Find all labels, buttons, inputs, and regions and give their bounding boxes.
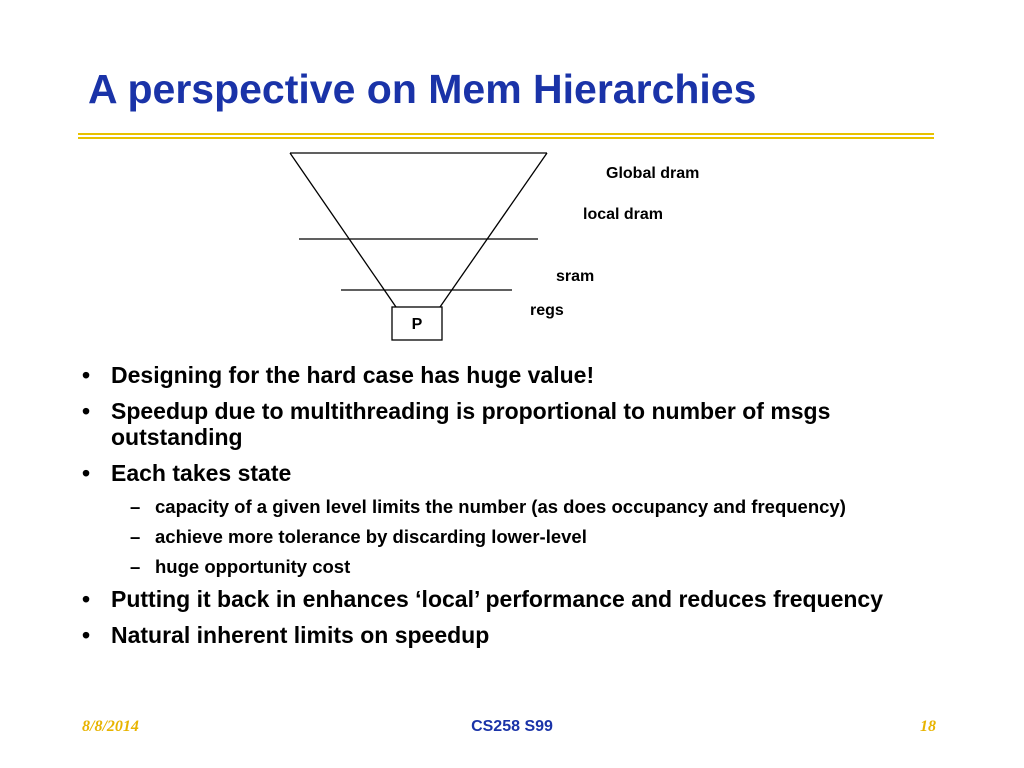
processor-label: P <box>411 316 423 333</box>
bullet-item <box>80 460 950 486</box>
bullet-marker: • <box>82 622 91 648</box>
footer-date: 8/8/2014 <box>82 718 139 735</box>
bullet-marker: • <box>82 362 91 388</box>
label-local-dram: local dram <box>583 206 664 223</box>
label-global-dram: Global dram <box>606 165 700 182</box>
label-regs: regs <box>530 302 564 319</box>
footer-course: CS258 S99 <box>471 718 553 735</box>
sub-bullet-item <box>80 556 950 577</box>
bullet-list <box>80 362 950 658</box>
sub-bullet-marker: – <box>130 496 141 517</box>
bullet-marker: • <box>82 460 91 486</box>
bullet-text: Putting it back in enhances ‘local’ performance and reduces frequency <box>111 586 884 612</box>
bullet-item <box>80 362 950 388</box>
bullet-text: Each takes state <box>111 460 292 486</box>
sub-bullet-marker: – <box>130 556 141 577</box>
bullet-marker: • <box>82 586 91 612</box>
bullet-text: Natural inherent limits on speedup <box>111 622 490 648</box>
label-sram: sram <box>556 268 595 285</box>
sub-bullet-item <box>80 496 950 517</box>
bullet-text: Designing for the hard case has huge value! <box>111 362 595 388</box>
sub-bullet-text: achieve more tolerance by discarding lower-level <box>155 526 587 547</box>
bullet-text: Speedup due to multithreading is proportional to number of msgs outstanding <box>111 398 831 450</box>
bullet-marker: • <box>82 398 91 424</box>
bullet-item <box>80 586 950 612</box>
slide-title: A perspective on Mem Hierarchies <box>88 66 757 112</box>
sub-bullet-text: capacity of a given level limits the number (as does occupancy and frequency) <box>155 496 846 517</box>
memory-hierarchy-diagram <box>0 0 1024 360</box>
bullet-item <box>80 622 950 648</box>
bullet-item <box>80 398 950 450</box>
sub-bullet-text: huge opportunity cost <box>155 556 351 577</box>
footer-page-number: 18 <box>920 718 936 735</box>
sub-bullet-marker: – <box>130 526 141 547</box>
sub-bullet-item <box>80 526 950 547</box>
pyramid-left-edge <box>290 153 396 307</box>
pyramid-right-edge <box>440 153 547 307</box>
